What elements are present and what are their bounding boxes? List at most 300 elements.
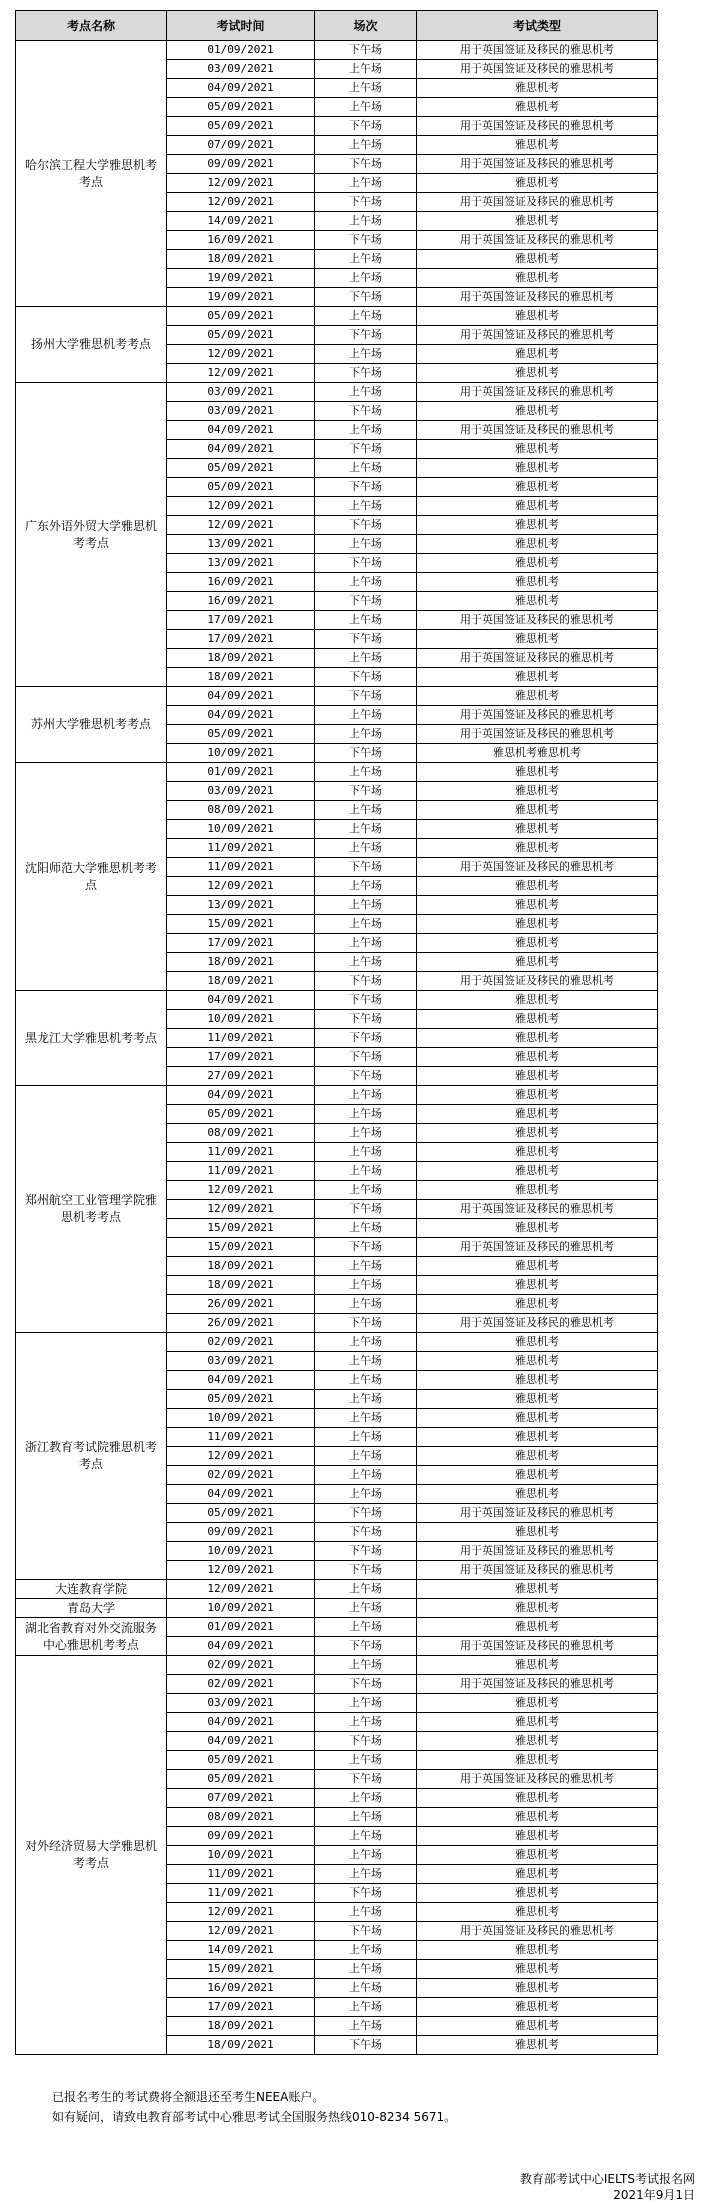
- exam-type: 雅思机考: [417, 1485, 658, 1504]
- test-center-name: 沈阳师范大学雅思机考考点: [16, 763, 167, 991]
- session: 上午场: [315, 706, 417, 725]
- exam-type: 雅思机考: [417, 1808, 658, 1827]
- exam-type: 雅思机考: [417, 1048, 658, 1067]
- exam-type: 雅思机考: [417, 1960, 658, 1979]
- exam-type: 雅思机考: [417, 1409, 658, 1428]
- exam-type: 雅思机考: [417, 1295, 658, 1314]
- table-row: [16, 991, 658, 1010]
- session: 上午场: [315, 1998, 417, 2017]
- test-center-name: 哈尔滨工程大学雅思机考考点: [16, 41, 167, 307]
- session: 下午场: [315, 440, 417, 459]
- exam-type: 用于英国签证及移民的雅思机考: [417, 421, 658, 440]
- exam-type: 雅思机考: [417, 592, 658, 611]
- session: 下午场: [315, 402, 417, 421]
- exam-type: 雅思机考: [417, 174, 658, 193]
- exam-date: 05/09/2021: [167, 1390, 315, 1409]
- session: 上午场: [315, 497, 417, 516]
- session: 下午场: [315, 155, 417, 174]
- exam-date: 12/09/2021: [167, 1903, 315, 1922]
- exam-type: 雅思机考: [417, 535, 658, 554]
- exam-date: 05/09/2021: [167, 1504, 315, 1523]
- test-center-name: 黑龙江大学雅思机考考点: [16, 991, 167, 1086]
- exam-date: 18/09/2021: [167, 2036, 315, 2055]
- refund-note: 已报名考生的考试费将全额退还至考生NEEA账户。: [52, 2090, 325, 2104]
- exam-date: 16/09/2021: [167, 1979, 315, 1998]
- session: 上午场: [315, 1846, 417, 1865]
- exam-type: 雅思机考: [417, 820, 658, 839]
- exam-date: 04/09/2021: [167, 1732, 315, 1751]
- exam-date: 09/09/2021: [167, 1523, 315, 1542]
- exam-type: 雅思机考: [417, 516, 658, 535]
- exam-type: 雅思机考: [417, 250, 658, 269]
- header-center-name: 考点名称: [16, 11, 167, 41]
- session: 上午场: [315, 1789, 417, 1808]
- session: 上午场: [315, 1466, 417, 1485]
- exam-date: 09/09/2021: [167, 155, 315, 174]
- exam-date: 03/09/2021: [167, 1694, 315, 1713]
- session: 上午场: [315, 250, 417, 269]
- exam-date: 05/09/2021: [167, 459, 315, 478]
- session: 下午场: [315, 592, 417, 611]
- session: 上午场: [315, 1409, 417, 1428]
- session: 下午场: [315, 630, 417, 649]
- exam-type: 雅思机考: [417, 801, 658, 820]
- exam-date: 02/09/2021: [167, 1656, 315, 1675]
- session: 上午场: [315, 1105, 417, 1124]
- exam-date: 02/09/2021: [167, 1466, 315, 1485]
- exam-type: 用于英国签证及移民的雅思机考: [417, 706, 658, 725]
- exam-type: 雅思机考: [417, 1105, 658, 1124]
- exam-type: 雅思机考: [417, 1029, 658, 1048]
- exam-date: 03/09/2021: [167, 60, 315, 79]
- exam-type: 雅思机考: [417, 687, 658, 706]
- exam-date: 02/09/2021: [167, 1333, 315, 1352]
- exam-type: 雅思机考: [417, 915, 658, 934]
- exam-type: 雅思机考: [417, 1390, 658, 1409]
- table-row: [16, 307, 658, 326]
- session: 下午场: [315, 687, 417, 706]
- exam-type: 雅思机考: [417, 212, 658, 231]
- exam-type: 用于英国签证及移民的雅思机考: [417, 1922, 658, 1941]
- exam-type: 雅思机考: [417, 1143, 658, 1162]
- exam-date: 17/09/2021: [167, 934, 315, 953]
- session: 上午场: [315, 1656, 417, 1675]
- session: 上午场: [315, 1124, 417, 1143]
- session: 上午场: [315, 1713, 417, 1732]
- session: 下午场: [315, 516, 417, 535]
- session: 下午场: [315, 1922, 417, 1941]
- session: 下午场: [315, 858, 417, 877]
- session: 下午场: [315, 1542, 417, 1561]
- exam-date: 01/09/2021: [167, 1618, 315, 1637]
- exam-type: 雅思机考: [417, 668, 658, 687]
- exam-date: 11/09/2021: [167, 1162, 315, 1181]
- session: 下午场: [315, 1561, 417, 1580]
- exam-type: 雅思机考: [417, 1732, 658, 1751]
- session: 下午场: [315, 364, 417, 383]
- exam-type: 雅思机考: [417, 1599, 658, 1618]
- exam-date: 04/09/2021: [167, 991, 315, 1010]
- session: 上午场: [315, 1827, 417, 1846]
- session: 上午场: [315, 915, 417, 934]
- exam-date: 12/09/2021: [167, 1181, 315, 1200]
- exam-date: 05/09/2021: [167, 1105, 315, 1124]
- exam-type: 雅思机考: [417, 1523, 658, 1542]
- exam-date: 08/09/2021: [167, 801, 315, 820]
- exam-type: 雅思机考: [417, 79, 658, 98]
- session: 上午场: [315, 459, 417, 478]
- exam-date: 18/09/2021: [167, 250, 315, 269]
- exam-date: 13/09/2021: [167, 535, 315, 554]
- session: 上午场: [315, 421, 417, 440]
- exam-type: 用于英国签证及移民的雅思机考: [417, 326, 658, 345]
- session: 下午场: [315, 1238, 417, 1257]
- session: 上午场: [315, 1447, 417, 1466]
- exam-type: 雅思机考: [417, 934, 658, 953]
- exam-type: 用于英国签证及移民的雅思机考: [417, 972, 658, 991]
- exam-date: 12/09/2021: [167, 1922, 315, 1941]
- exam-date: 10/09/2021: [167, 1542, 315, 1561]
- exam-date: 04/09/2021: [167, 706, 315, 725]
- exam-date: 03/09/2021: [167, 782, 315, 801]
- session: 上午场: [315, 1485, 417, 1504]
- exam-type: 雅思机考: [417, 440, 658, 459]
- session: 上午场: [315, 573, 417, 592]
- exam-date: 19/09/2021: [167, 269, 315, 288]
- exam-date: 10/09/2021: [167, 820, 315, 839]
- exam-date: 04/09/2021: [167, 687, 315, 706]
- exam-date: 19/09/2021: [167, 288, 315, 307]
- exam-type: 用于英国签证及移民的雅思机考: [417, 1504, 658, 1523]
- session: 上午场: [315, 1580, 417, 1599]
- session: 上午场: [315, 1865, 417, 1884]
- table-row: [16, 1333, 658, 1352]
- exam-date: 16/09/2021: [167, 573, 315, 592]
- table-header-row: [16, 11, 658, 41]
- exam-type: 雅思机考雅思机考: [417, 744, 658, 763]
- session: 上午场: [315, 1960, 417, 1979]
- exam-type: 雅思机考: [417, 459, 658, 478]
- exam-type: 雅思机考: [417, 1352, 658, 1371]
- exam-date: 03/09/2021: [167, 383, 315, 402]
- exam-date: 04/09/2021: [167, 440, 315, 459]
- exam-type: 雅思机考: [417, 1181, 658, 1200]
- exam-date: 02/09/2021: [167, 1675, 315, 1694]
- exam-type: 用于英国签证及移民的雅思机考: [417, 1770, 658, 1789]
- session: 下午场: [315, 668, 417, 687]
- exam-date: 18/09/2021: [167, 2017, 315, 2036]
- exam-date: 03/09/2021: [167, 1352, 315, 1371]
- exam-date: 15/09/2021: [167, 915, 315, 934]
- exam-date: 08/09/2021: [167, 1124, 315, 1143]
- exam-date: 18/09/2021: [167, 1276, 315, 1295]
- exam-date: 12/09/2021: [167, 1561, 315, 1580]
- exam-date: 11/09/2021: [167, 839, 315, 858]
- exam-type: 雅思机考: [417, 345, 658, 364]
- session: 上午场: [315, 896, 417, 915]
- exam-type: 雅思机考: [417, 1276, 658, 1295]
- exam-date: 18/09/2021: [167, 1257, 315, 1276]
- exam-type: 雅思机考: [417, 991, 658, 1010]
- test-center-name: 郑州航空工业管理学院雅思机考考点: [16, 1086, 167, 1333]
- exam-type: 雅思机考: [417, 1941, 658, 1960]
- exam-type: 雅思机考: [417, 1751, 658, 1770]
- session: 上午场: [315, 1599, 417, 1618]
- session: 上午场: [315, 763, 417, 782]
- exam-type: 雅思机考: [417, 1124, 658, 1143]
- session: 下午场: [315, 117, 417, 136]
- exam-type: 雅思机考: [417, 1618, 658, 1637]
- exam-date: 15/09/2021: [167, 1960, 315, 1979]
- exam-date: 07/09/2021: [167, 1789, 315, 1808]
- exam-type: 用于英国签证及移民的雅思机考: [417, 1675, 658, 1694]
- session: 上午场: [315, 1941, 417, 1960]
- session: 上午场: [315, 1352, 417, 1371]
- exam-type: 雅思机考: [417, 782, 658, 801]
- session: 下午场: [315, 782, 417, 801]
- exam-date: 05/09/2021: [167, 98, 315, 117]
- test-center-name: 对外经济贸易大学雅思机考考点: [16, 1656, 167, 2055]
- exam-date: 27/09/2021: [167, 1067, 315, 1086]
- exam-type: 雅思机考: [417, 1846, 658, 1865]
- exam-date: 12/09/2021: [167, 1200, 315, 1219]
- table-body: [16, 41, 658, 2055]
- exam-type: 雅思机考: [417, 2017, 658, 2036]
- exam-date: 04/09/2021: [167, 1637, 315, 1656]
- exam-date: 13/09/2021: [167, 896, 315, 915]
- exam-date: 12/09/2021: [167, 193, 315, 212]
- exam-date: 12/09/2021: [167, 497, 315, 516]
- session: 上午场: [315, 839, 417, 858]
- session: 上午场: [315, 345, 417, 364]
- exam-type: 雅思机考: [417, 1086, 658, 1105]
- session: 上午场: [315, 1276, 417, 1295]
- exam-type: 雅思机考: [417, 1865, 658, 1884]
- exam-date: 05/09/2021: [167, 478, 315, 497]
- exam-date: 16/09/2021: [167, 231, 315, 250]
- session: 下午场: [315, 326, 417, 345]
- table-row: [16, 1599, 658, 1618]
- exam-type: 雅思机考: [417, 1466, 658, 1485]
- exam-type: 雅思机考: [417, 269, 658, 288]
- exam-type: 雅思机考: [417, 136, 658, 155]
- exam-date: 17/09/2021: [167, 611, 315, 630]
- session: 上午场: [315, 1295, 417, 1314]
- exam-date: 11/09/2021: [167, 1143, 315, 1162]
- session: 上午场: [315, 1694, 417, 1713]
- signature-org: 教育部考试中心IELTS考试报名网: [519, 2172, 695, 2186]
- session: 上午场: [315, 1181, 417, 1200]
- exam-type: 雅思机考: [417, 307, 658, 326]
- exam-type: 雅思机考: [417, 1333, 658, 1352]
- exam-type: 雅思机考: [417, 630, 658, 649]
- exam-type: 用于英国签证及移民的雅思机考: [417, 1542, 658, 1561]
- session: 上午场: [315, 79, 417, 98]
- exam-type: 雅思机考: [417, 839, 658, 858]
- exam-type: 用于英国签证及移民的雅思机考: [417, 1238, 658, 1257]
- exam-date: 03/09/2021: [167, 402, 315, 421]
- session: 上午场: [315, 611, 417, 630]
- exam-type: 用于英国签证及移民的雅思机考: [417, 41, 658, 60]
- exam-type: 用于英国签证及移民的雅思机考: [417, 288, 658, 307]
- exam-date: 12/09/2021: [167, 364, 315, 383]
- table-row: [16, 1618, 658, 1637]
- exam-date: 04/09/2021: [167, 79, 315, 98]
- exam-type: 雅思机考: [417, 1371, 658, 1390]
- session: 上午场: [315, 269, 417, 288]
- exam-type: 雅思机考: [417, 896, 658, 915]
- session: 下午场: [315, 744, 417, 763]
- exam-date: 04/09/2021: [167, 1371, 315, 1390]
- session: 下午场: [315, 1523, 417, 1542]
- exam-type: 雅思机考: [417, 1219, 658, 1238]
- exam-type: 雅思机考: [417, 1713, 658, 1732]
- session: 下午场: [315, 231, 417, 250]
- session: 上午场: [315, 953, 417, 972]
- session: 下午场: [315, 1732, 417, 1751]
- session: 上午场: [315, 1333, 417, 1352]
- test-center-name: 广东外语外贸大学雅思机考考点: [16, 383, 167, 687]
- exam-type: 用于英国签证及移民的雅思机考: [417, 611, 658, 630]
- session: 上午场: [315, 1219, 417, 1238]
- exam-date: 12/09/2021: [167, 1447, 315, 1466]
- test-center-name: 大连教育学院: [16, 1580, 167, 1599]
- session: 上午场: [315, 725, 417, 744]
- table-row: [16, 687, 658, 706]
- exam-date: 18/09/2021: [167, 953, 315, 972]
- exam-date: 17/09/2021: [167, 1998, 315, 2017]
- exam-type: 雅思机考: [417, 364, 658, 383]
- table-row: [16, 41, 658, 60]
- exam-date: 15/09/2021: [167, 1219, 315, 1238]
- session: 上午场: [315, 136, 417, 155]
- exam-type: 雅思机考: [417, 2036, 658, 2055]
- session: 上午场: [315, 820, 417, 839]
- session: 上午场: [315, 1086, 417, 1105]
- exam-date: 11/09/2021: [167, 1428, 315, 1447]
- exam-type: 雅思机考: [417, 1257, 658, 1276]
- exam-date: 09/09/2021: [167, 1827, 315, 1846]
- session: 下午场: [315, 1504, 417, 1523]
- table-row: [16, 383, 658, 402]
- exam-date: 11/09/2021: [167, 858, 315, 877]
- exam-date: 12/09/2021: [167, 516, 315, 535]
- exam-type: 雅思机考: [417, 1979, 658, 1998]
- exam-date: 17/09/2021: [167, 1048, 315, 1067]
- exam-type: 用于英国签证及移民的雅思机考: [417, 858, 658, 877]
- exam-date: 07/09/2021: [167, 136, 315, 155]
- exam-date: 05/09/2021: [167, 326, 315, 345]
- session: 下午场: [315, 1637, 417, 1656]
- exam-type: 用于英国签证及移民的雅思机考: [417, 231, 658, 250]
- exam-date: 04/09/2021: [167, 1086, 315, 1105]
- session: 上午场: [315, 801, 417, 820]
- exam-type: 雅思机考: [417, 1694, 658, 1713]
- exam-date: 08/09/2021: [167, 1808, 315, 1827]
- session: 下午场: [315, 2036, 417, 2055]
- session: 下午场: [315, 288, 417, 307]
- session: 上午场: [315, 60, 417, 79]
- exam-type: 雅思机考: [417, 1067, 658, 1086]
- header-session: 场次: [315, 11, 417, 41]
- session: 下午场: [315, 1200, 417, 1219]
- session: 上午场: [315, 212, 417, 231]
- test-center-name: 青岛大学: [16, 1599, 167, 1618]
- exam-type: 用于英国签证及移民的雅思机考: [417, 155, 658, 174]
- exam-date: 11/09/2021: [167, 1865, 315, 1884]
- session: 下午场: [315, 991, 417, 1010]
- exam-type: 雅思机考: [417, 953, 658, 972]
- test-center-name: 苏州大学雅思机考考点: [16, 687, 167, 763]
- session: 上午场: [315, 1390, 417, 1409]
- session: 下午场: [315, 478, 417, 497]
- session: 上午场: [315, 174, 417, 193]
- exam-type: 雅思机考: [417, 1580, 658, 1599]
- session: 下午场: [315, 554, 417, 573]
- session: 上午场: [315, 1428, 417, 1447]
- exam-date: 18/09/2021: [167, 649, 315, 668]
- exam-date: 05/09/2021: [167, 725, 315, 744]
- exam-date: 10/09/2021: [167, 744, 315, 763]
- exam-type: 雅思机考: [417, 1428, 658, 1447]
- exam-type: 雅思机考: [417, 554, 658, 573]
- exam-date: 11/09/2021: [167, 1884, 315, 1903]
- session: 下午场: [315, 1067, 417, 1086]
- session: 上午场: [315, 1371, 417, 1390]
- exam-type: 用于英国签证及移民的雅思机考: [417, 383, 658, 402]
- exam-type: 雅思机考: [417, 478, 658, 497]
- exam-date: 04/09/2021: [167, 1485, 315, 1504]
- exam-type: 雅思机考: [417, 1010, 658, 1029]
- session: 下午场: [315, 1314, 417, 1333]
- session: 上午场: [315, 307, 417, 326]
- exam-type: 用于英国签证及移民的雅思机考: [417, 725, 658, 744]
- exam-date: 12/09/2021: [167, 877, 315, 896]
- session: 上午场: [315, 1979, 417, 1998]
- exam-type: 雅思机考: [417, 497, 658, 516]
- table-row: [16, 1656, 658, 1675]
- exam-date: 04/09/2021: [167, 421, 315, 440]
- exam-date: 01/09/2021: [167, 41, 315, 60]
- session: 上午场: [315, 1903, 417, 1922]
- exam-type: 雅思机考: [417, 98, 658, 117]
- exam-type: 雅思机考: [417, 1903, 658, 1922]
- exam-date: 12/09/2021: [167, 345, 315, 364]
- exam-type: 用于英国签证及移民的雅思机考: [417, 60, 658, 79]
- signature-date: 2021年9月1日: [613, 2188, 695, 2202]
- session: 下午场: [315, 41, 417, 60]
- session: 上午场: [315, 98, 417, 117]
- exam-type: 雅思机考: [417, 1656, 658, 1675]
- session: 下午场: [315, 1884, 417, 1903]
- exam-type: 雅思机考: [417, 1884, 658, 1903]
- exam-date: 18/09/2021: [167, 972, 315, 991]
- session: 上午场: [315, 1257, 417, 1276]
- exam-date: 05/09/2021: [167, 1751, 315, 1770]
- exam-date: 15/09/2021: [167, 1238, 315, 1257]
- exam-date: 10/09/2021: [167, 1010, 315, 1029]
- session: 下午场: [315, 1029, 417, 1048]
- exam-date: 05/09/2021: [167, 117, 315, 136]
- table-row: [16, 1086, 658, 1105]
- session: 上午场: [315, 877, 417, 896]
- exam-date: 26/09/2021: [167, 1314, 315, 1333]
- exam-date: 18/09/2021: [167, 668, 315, 687]
- session: 下午场: [315, 193, 417, 212]
- exam-type: 用于英国签证及移民的雅思机考: [417, 1637, 658, 1656]
- exam-type: 雅思机考: [417, 1827, 658, 1846]
- exam-date: 14/09/2021: [167, 212, 315, 231]
